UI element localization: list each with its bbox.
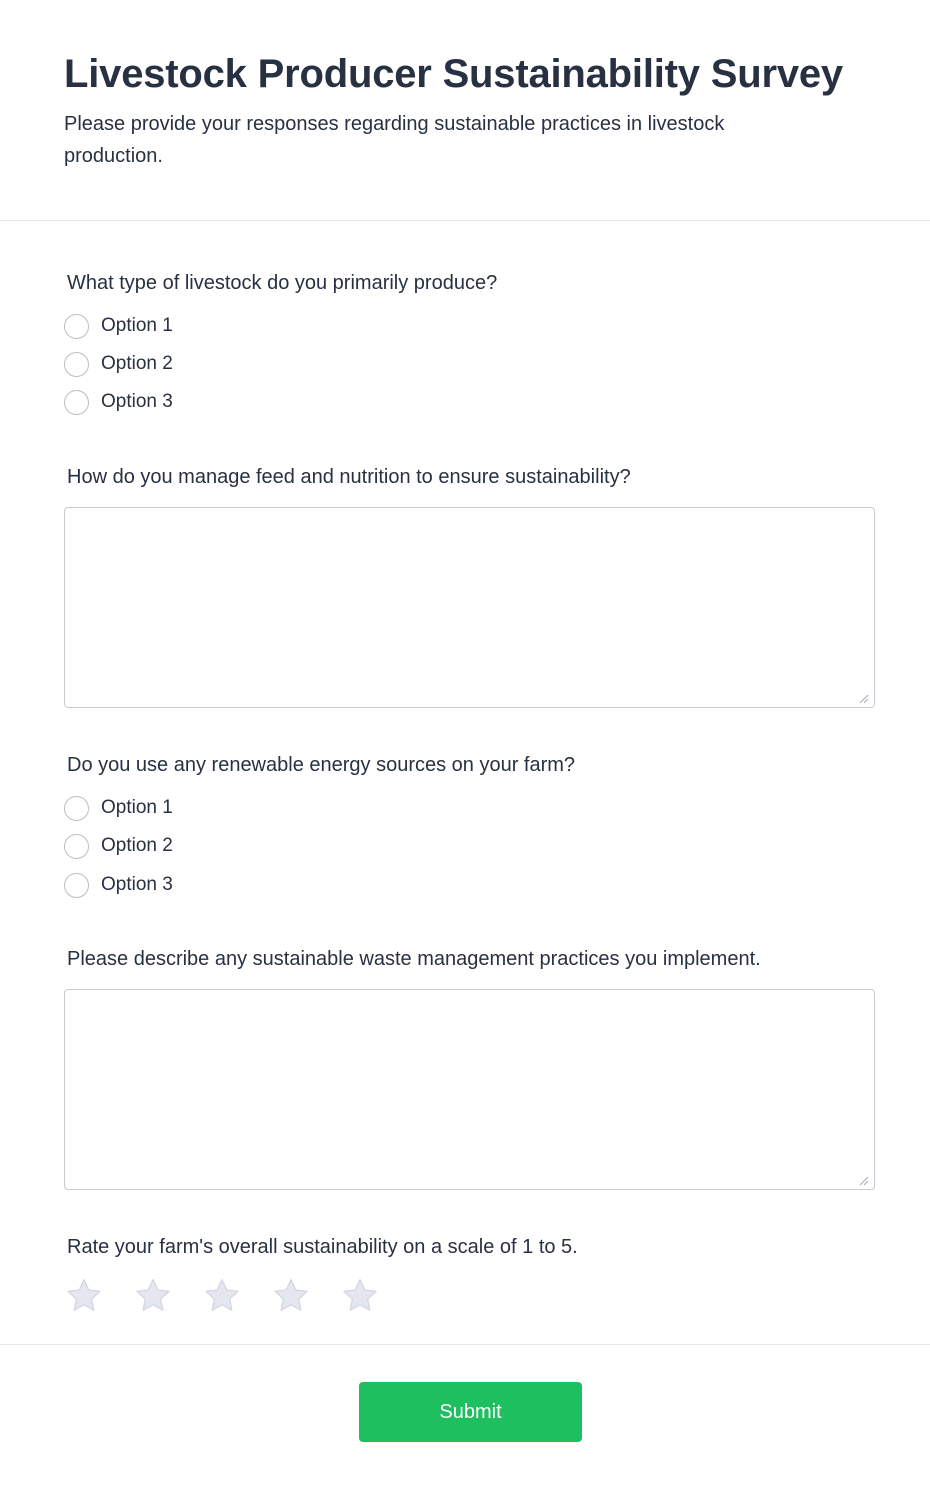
- footer-divider: [0, 1344, 930, 1345]
- resize-grip-icon[interactable]: [859, 694, 869, 704]
- radio-energy-option-3[interactable]: [64, 872, 364, 898]
- star-icon[interactable]: [64, 1276, 104, 1316]
- question-feed-nutrition-label: How do you manage feed and nutrition to ensure sustainability?: [67, 466, 631, 488]
- question-renewable-energy-label: Do you use any renewable energy sources on your farm?: [67, 754, 576, 776]
- radio-energy-option-2[interactable]: [64, 833, 364, 859]
- radio-label: Option 2: [101, 353, 173, 374]
- radio-label: Option 3: [101, 391, 173, 412]
- radio-livestock-option-2[interactable]: [64, 351, 364, 377]
- question-livestock-type-label: What type of livestock do you primarily produce?: [67, 272, 498, 294]
- resize-grip-icon[interactable]: [859, 1176, 869, 1186]
- radio-circle[interactable]: [64, 834, 89, 859]
- feed-nutrition-textarea[interactable]: [64, 507, 875, 708]
- radio-label: Option 1: [101, 797, 173, 818]
- submit-button[interactable]: Submit: [359, 1382, 582, 1442]
- waste-management-textarea[interactable]: [64, 989, 875, 1190]
- radio-label: Option 2: [101, 835, 173, 856]
- radio-circle[interactable]: [64, 314, 89, 339]
- star-icon[interactable]: [202, 1276, 242, 1316]
- radio-circle[interactable]: [64, 390, 89, 415]
- radio-livestock-option-1[interactable]: [64, 313, 364, 339]
- radio-circle[interactable]: [64, 796, 89, 821]
- star-icon[interactable]: [271, 1276, 311, 1316]
- star-icon[interactable]: [340, 1276, 380, 1316]
- radio-circle[interactable]: [64, 352, 89, 377]
- question-waste-management-label: Please describe any sustainable waste management practices you implement.: [67, 948, 761, 970]
- radio-circle[interactable]: [64, 873, 89, 898]
- radio-energy-option-1[interactable]: [64, 795, 364, 821]
- radio-label: Option 1: [101, 315, 173, 336]
- radio-livestock-option-3[interactable]: [64, 389, 364, 415]
- radio-label: Option 3: [101, 874, 173, 895]
- page-subtitle: Please provide your responses regarding sustainable practices in livestock production.: [64, 113, 725, 167]
- survey-header: [0, 0, 930, 221]
- question-sustainability-rating-label: Rate your farm's overall sustainability on a scale of 1 to 5.: [67, 1236, 578, 1258]
- rating-stars: [64, 1276, 409, 1320]
- page-title: Livestock Producer Sustainability Survey: [64, 52, 843, 96]
- star-icon[interactable]: [133, 1276, 173, 1316]
